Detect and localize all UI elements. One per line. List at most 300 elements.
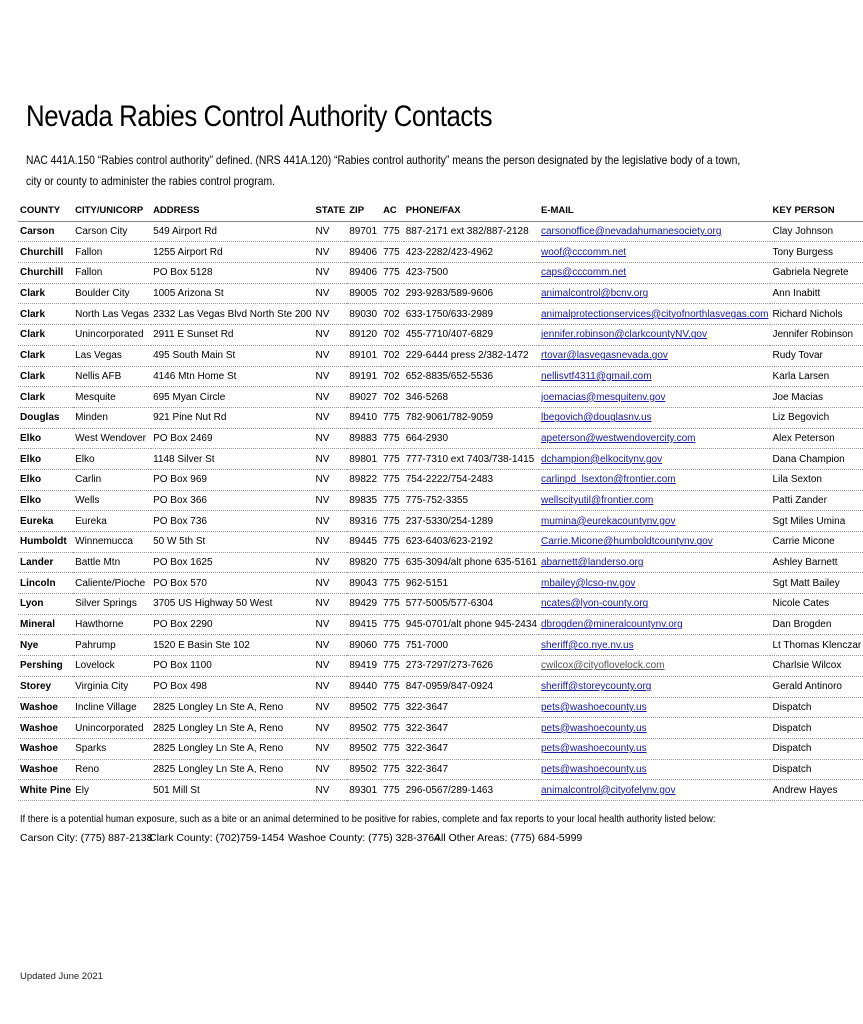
cell-address: PO Box 570	[153, 577, 207, 589]
cell-person: Alex Peterson	[772, 432, 835, 444]
cell-state: NV	[315, 329, 330, 341]
cell-city: Unincorporated	[75, 722, 144, 734]
cell-email	[539, 490, 770, 511]
cell-city: Carlin	[75, 474, 102, 486]
cell-address: 1148 Silver St	[153, 453, 215, 465]
cell-zip: 89415	[349, 619, 378, 631]
cell-zip: 89043	[349, 577, 378, 589]
cell-state: NV	[315, 350, 330, 362]
contacts-table	[18, 201, 863, 801]
table-row	[18, 407, 863, 428]
cell-person: Sgt Matt Bailey	[772, 577, 840, 589]
email-link[interactable]: animalcontrol@bcnv.org	[540, 288, 649, 300]
cell-state: NV	[315, 577, 330, 589]
cell-phone: 887-2171 ext 382/887-2128	[405, 226, 529, 238]
cell-email	[539, 635, 770, 656]
cell-ac: 775	[383, 494, 400, 506]
cell-person: Patti Zander	[772, 494, 827, 506]
washoe-county-phone: Washoe County: (775) 328-3764	[288, 832, 440, 844]
cell-zip: 89410	[349, 412, 378, 424]
cell-city: Ely	[75, 784, 90, 796]
cell-city: Sparks	[75, 743, 107, 755]
cell-email	[539, 387, 770, 408]
cell-state: NV	[315, 639, 330, 651]
cell-person: Andrew Hayes	[772, 784, 838, 796]
cell-ac: 775	[383, 246, 400, 258]
cell-state: NV	[315, 743, 330, 755]
cell-phone: 962-5151	[405, 577, 449, 589]
email-link[interactable]: sheriff@storeycounty.org	[540, 681, 652, 693]
cell-zip: 89419	[349, 660, 378, 672]
cell-city: Silver Springs	[75, 598, 137, 610]
cell-phone: 652-8835/652-5536	[405, 370, 494, 382]
cell-zip: 89445	[349, 536, 378, 548]
cell-phone: 322-3647	[405, 743, 449, 755]
table-row	[18, 532, 863, 553]
cell-email	[539, 283, 770, 304]
cell-person: Rudy Tovar	[772, 350, 823, 362]
table-row	[18, 738, 863, 759]
email-link[interactable]: carsonoffice@nevadahumanesociety.org	[540, 226, 722, 238]
cell-address: PO Box 2290	[153, 619, 213, 631]
cell-state: NV	[315, 722, 330, 734]
cell-state: NV	[315, 391, 330, 403]
cell-state: NV	[315, 681, 330, 693]
cell-person: Dispatch	[772, 701, 812, 713]
cell-zip: 89701	[349, 226, 378, 238]
cell-state: NV	[315, 784, 330, 796]
cell-phone: 423-2282/423-4962	[405, 246, 494, 258]
email-link[interactable]: pets@washoecounty.us	[540, 701, 647, 713]
cell-email	[539, 345, 770, 366]
email-link[interactable]: apeterson@westwendovercity.com	[540, 432, 696, 444]
cell-ac: 775	[383, 557, 400, 569]
cell-person: Liz Begovich	[772, 412, 830, 424]
cell-person: Dispatch	[772, 722, 812, 734]
email-link[interactable]: caps@cccomm.net	[540, 267, 627, 279]
cell-phone: 751-7000	[405, 639, 449, 651]
cell-address: 2825 Longley Ln Ste A, Reno	[153, 701, 284, 713]
cell-ac: 775	[383, 763, 400, 775]
cell-city: Nellis AFB	[75, 370, 122, 382]
table-row	[18, 345, 863, 366]
table-row	[18, 697, 863, 718]
cell-email	[539, 573, 770, 594]
cell-state: NV	[315, 246, 330, 258]
cell-person: Richard Nichols	[772, 308, 843, 320]
cell-address: PO Box 969	[153, 474, 207, 486]
email-link[interactable]: mbailey@lcso-nv.gov	[540, 577, 636, 589]
cell-city: Las Vegas	[75, 350, 122, 362]
cell-phone: 322-3647	[405, 763, 449, 775]
intro-paragraph: NAC 441A.150 “Rabies control authority” defined. (NRS 441A.120) “Rabies control authority” means the person designated by the legislative body of a town, city or county to administer the rabies control program.	[26, 153, 741, 188]
cell-phone: 237-5330/254-1289	[405, 515, 494, 527]
cell-address: PO Box 2469	[153, 432, 213, 444]
cell-address: PO Box 5128	[153, 267, 213, 279]
cell-person: Gabriela Negrete	[772, 267, 849, 279]
cell-person: Jennifer Robinson	[772, 329, 854, 341]
cell-phone: 346-5268	[405, 391, 449, 403]
cell-person: Dan Brogden	[772, 619, 832, 631]
cell-city: Fallon	[75, 267, 103, 279]
cell-person: Ann Inabitt	[772, 288, 821, 300]
cell-county: Storey	[20, 681, 52, 693]
cell-address: 695 Myan Circle	[153, 391, 226, 403]
cell-ac: 775	[383, 453, 400, 465]
cell-phone: 322-3647	[405, 701, 449, 713]
cell-ac: 775	[383, 267, 400, 279]
cell-county: Clark	[20, 329, 46, 341]
header-email: E-MAIL	[539, 201, 770, 221]
email-link[interactable]: lbegovich@douglasnv.us	[540, 412, 652, 424]
email-link[interactable]: Carrie.Micone@humboldtcountynv.gov	[540, 536, 713, 548]
cell-city: Carson City	[75, 226, 128, 238]
cell-ac: 775	[383, 619, 400, 631]
cell-county: Elko	[20, 453, 42, 465]
cell-zip: 89502	[349, 722, 378, 734]
cell-zip: 89883	[349, 432, 378, 444]
cell-address: 50 W 5th St	[153, 536, 206, 548]
cell-county: Elko	[20, 494, 42, 506]
cell-email	[539, 366, 770, 387]
cell-person: Sgt Miles Umina	[772, 515, 846, 527]
email-link[interactable]: jennifer.robinson@clarkcountyNV.gov	[540, 329, 707, 341]
cell-city: Wells	[75, 494, 100, 506]
cell-zip: 89301	[349, 784, 378, 796]
cell-zip: 89820	[349, 557, 378, 569]
cell-zip: 89440	[349, 681, 378, 693]
table-row	[18, 366, 863, 387]
table-row	[18, 387, 863, 408]
cell-address: 2825 Longley Ln Ste A, Reno	[153, 763, 284, 775]
cell-state: NV	[315, 536, 330, 548]
cell-ac: 775	[383, 784, 400, 796]
cell-zip: 89030	[349, 308, 378, 320]
exposure-note: If there is a potential human exposure, such as a bite or an animal determined to be positive for rabies, complete and fax reports to your local health authority listed below:	[20, 813, 716, 825]
cell-city: Unincorporated	[75, 329, 144, 341]
cell-county: Clark	[20, 288, 46, 300]
cell-city: Incline Village	[75, 701, 137, 713]
cell-person: Clay Johnson	[772, 226, 834, 238]
cell-city: Pahrump	[75, 639, 116, 651]
cell-city: Mesquite	[75, 391, 116, 403]
cell-email	[539, 263, 770, 284]
cell-county: Nye	[20, 639, 39, 651]
cell-county: Lander	[20, 557, 54, 569]
cell-address: 549 Airport Rd	[153, 226, 217, 238]
email-link[interactable]: nellisvtf4311@gmail.com	[540, 370, 652, 382]
cell-county: Lyon	[20, 598, 44, 610]
table-row	[18, 263, 863, 284]
cell-address: 501 Mill St	[153, 784, 200, 796]
cell-email	[539, 614, 770, 635]
header-key-person: KEY PERSON	[770, 201, 863, 221]
cell-county: White Pine	[20, 784, 72, 796]
email-link[interactable]: animalcontrol@cityofelynv.gov	[540, 784, 676, 796]
email-link[interactable]: dchampion@elkocitynv.gov	[540, 453, 663, 465]
cell-state: NV	[315, 474, 330, 486]
cell-email	[539, 656, 770, 677]
cell-email	[539, 738, 770, 759]
header-city: CITY/UNICORP	[73, 201, 151, 221]
cell-zip: 89406	[349, 246, 378, 258]
updated-date: Updated June 2021	[20, 971, 103, 982]
cell-phone: 847-0959/847-0924	[405, 681, 494, 693]
email-link[interactable]: mumina@eurekacountynv.gov	[540, 515, 676, 527]
cell-state: NV	[315, 308, 330, 320]
cell-address: PO Box 736	[153, 515, 207, 527]
cell-county: Carson	[20, 226, 55, 238]
email-link[interactable]: pets@washoecounty.us	[540, 722, 647, 734]
cell-person: Lt Thomas Klenczar	[772, 639, 862, 651]
cell-ac: 775	[383, 598, 400, 610]
table-header-row	[18, 201, 863, 221]
cell-ac: 775	[383, 515, 400, 527]
table-row	[18, 594, 863, 615]
cell-county: Mineral	[20, 619, 56, 631]
cell-city: Eureka	[75, 515, 107, 527]
cell-ac: 775	[383, 681, 400, 693]
cell-ac: 775	[383, 536, 400, 548]
cell-person: Charlsie Wilcox	[772, 660, 842, 672]
cell-email	[539, 676, 770, 697]
email-link[interactable]: woof@cccomm.net	[540, 246, 627, 258]
table-row	[18, 449, 863, 470]
cell-email	[539, 697, 770, 718]
email-link[interactable]: carlinpd_lsexton@frontier.com	[540, 474, 676, 486]
cell-zip: 89502	[349, 743, 378, 755]
cell-email	[539, 594, 770, 615]
cell-phone: 777-7310 ext 7403/738-1415	[405, 453, 535, 465]
cell-state: NV	[315, 432, 330, 444]
cell-city: Hawthorne	[75, 619, 124, 631]
cell-ac: 702	[383, 391, 400, 403]
cell-address: PO Box 366	[153, 494, 207, 506]
email-link[interactable]: pets@washoecounty.us	[540, 763, 647, 775]
cell-ac: 775	[383, 722, 400, 734]
cell-email	[539, 759, 770, 780]
cell-state: NV	[315, 226, 330, 238]
cell-state: NV	[315, 288, 330, 300]
table-row	[18, 552, 863, 573]
cell-city: Boulder City	[75, 288, 130, 300]
cell-phone: 322-3647	[405, 722, 449, 734]
header-county: COUNTY	[18, 201, 73, 221]
cell-email	[539, 780, 770, 801]
cell-address: 2911 E Sunset Rd	[153, 329, 234, 341]
header-state: STATE	[314, 201, 348, 221]
email-link[interactable]: rtovar@lasvegasnevada.gov	[540, 350, 668, 362]
cell-county: Elko	[20, 432, 42, 444]
email-link[interactable]: cwilcox@cityoflovelock.com	[540, 660, 665, 672]
email-link[interactable]: pets@washoecounty.us	[540, 743, 647, 755]
cell-address: 921 Pine Nut Rd	[153, 412, 227, 424]
cell-address: 2332 Las Vegas Blvd North Ste 200	[153, 308, 312, 320]
table-row	[18, 656, 863, 677]
cell-county: Churchill	[20, 267, 64, 279]
cell-ac: 775	[383, 701, 400, 713]
cell-zip: 89406	[349, 267, 378, 279]
clark-county-phone: Clark County: (702)759-1454	[149, 832, 285, 844]
cell-county: Humboldt	[20, 536, 67, 548]
cell-city: West Wendover	[75, 432, 146, 444]
table-row	[18, 635, 863, 656]
cell-phone: 664-2930	[405, 432, 449, 444]
cell-county: Eureka	[20, 515, 54, 527]
cell-ac: 702	[383, 308, 400, 320]
cell-address: 1005 Arizona St	[153, 288, 224, 300]
cell-phone: 296-0567/289-1463	[405, 784, 494, 796]
cell-county: Pershing	[20, 660, 63, 672]
table-row	[18, 221, 863, 242]
table-row	[18, 759, 863, 780]
cell-county: Lincoln	[20, 577, 56, 589]
cell-county: Washoe	[20, 722, 58, 734]
cell-city: Reno	[75, 763, 100, 775]
cell-person: Dispatch	[772, 763, 812, 775]
cell-email	[539, 532, 770, 553]
cell-phone: 754-2222/754-2483	[405, 474, 494, 486]
cell-state: NV	[315, 267, 330, 279]
cell-zip: 89027	[349, 391, 378, 403]
cell-state: NV	[315, 701, 330, 713]
cell-email	[539, 469, 770, 490]
cell-state: NV	[315, 412, 330, 424]
cell-email	[539, 221, 770, 242]
cell-zip: 89502	[349, 701, 378, 713]
cell-zip: 89835	[349, 494, 378, 506]
cell-county: Washoe	[20, 763, 58, 775]
cell-city: Lovelock	[75, 660, 115, 672]
email-link[interactable]: wellscityutil@frontier.com	[540, 494, 654, 506]
email-link[interactable]: dbrogden@mineralcountynv.org	[540, 619, 683, 631]
table-row	[18, 283, 863, 304]
email-link[interactable]: sheriff@co.nye.nv.us	[540, 639, 634, 651]
cell-address: 495 South Main St	[153, 350, 236, 362]
cell-county: Clark	[20, 391, 46, 403]
cell-address: PO Box 1100	[153, 660, 212, 672]
cell-state: NV	[315, 763, 330, 775]
cell-address: 4146 Mtn Home St	[153, 370, 237, 382]
table-row	[18, 242, 863, 263]
cell-county: Washoe	[20, 701, 58, 713]
carson-city-phone: Carson City: (775) 887-2138	[20, 832, 153, 844]
header-zip: ZIP	[347, 201, 381, 221]
cell-ac: 775	[383, 577, 400, 589]
cell-ac: 702	[383, 350, 400, 362]
cell-city: Battle Mtn	[75, 557, 121, 569]
cell-person: Tony Burgess	[772, 246, 834, 258]
cell-zip: 89316	[349, 515, 378, 527]
email-link[interactable]: abarnett@landerso.org	[540, 557, 644, 569]
cell-zip: 89101	[349, 350, 378, 362]
cell-person: Dispatch	[772, 743, 812, 755]
table-row	[18, 490, 863, 511]
table-row	[18, 469, 863, 490]
table-row	[18, 325, 863, 346]
cell-state: NV	[315, 494, 330, 506]
cell-email	[539, 304, 770, 325]
cell-phone: 273-7297/273-7626	[405, 660, 494, 672]
header-address: ADDRESS	[151, 201, 313, 221]
cell-person: Gerald Antinoro	[772, 681, 842, 693]
cell-ac: 775	[383, 412, 400, 424]
cell-phone: 633-1750/633-2989	[405, 308, 494, 320]
cell-person: Nicole Cates	[772, 598, 830, 610]
cell-ac: 702	[383, 288, 400, 300]
cell-address: PO Box 1625	[153, 557, 213, 569]
table-row	[18, 511, 863, 532]
email-link[interactable]: animalprotectionservices@cityofnorthlasvegas.com	[540, 308, 769, 320]
cell-city: North Las Vegas	[75, 308, 150, 320]
cell-county: Elko	[20, 474, 42, 486]
cell-person: Joe Macias	[772, 391, 824, 403]
cell-person: Karla Larsen	[772, 370, 830, 382]
cell-person: Dana Champion	[772, 453, 845, 465]
cell-zip: 89120	[349, 329, 378, 341]
cell-county: Washoe	[20, 743, 58, 755]
cell-email	[539, 718, 770, 739]
cell-phone: 782-9061/782-9059	[405, 412, 494, 424]
header-ac: AC	[381, 201, 404, 221]
cell-person: Lila Sexton	[772, 474, 822, 486]
table-row	[18, 573, 863, 594]
cell-city: Elko	[75, 453, 95, 465]
cell-state: NV	[315, 557, 330, 569]
cell-ac: 702	[383, 329, 400, 341]
cell-zip: 89005	[349, 288, 378, 300]
cell-zip: 89822	[349, 474, 378, 486]
cell-zip: 89502	[349, 763, 378, 775]
cell-email	[539, 552, 770, 573]
cell-email	[539, 325, 770, 346]
cell-address: PO Box 498	[153, 681, 207, 693]
cell-ac: 775	[383, 226, 400, 238]
cell-state: NV	[315, 598, 330, 610]
cell-county: Clark	[20, 350, 46, 362]
cell-email	[539, 511, 770, 532]
cell-ac: 775	[383, 660, 400, 672]
cell-address: 3705 US Highway 50 West	[153, 598, 273, 610]
cell-county: Clark	[20, 370, 46, 382]
cell-phone: 623-6403/623-2192	[405, 536, 494, 548]
cell-phone: 775-752-3355	[405, 494, 469, 506]
cell-phone: 229-6444 press 2/382-1472	[405, 350, 529, 362]
cell-zip: 89801	[349, 453, 378, 465]
cell-county: Douglas	[20, 412, 60, 424]
cell-ac: 775	[383, 639, 400, 651]
cell-phone: 945-0701/alt phone 945-2434	[405, 619, 537, 631]
cell-phone: 635-3094/alt phone 635-5161	[405, 557, 537, 569]
cell-zip: 89060	[349, 639, 378, 651]
cell-phone: 293-9283/589-9606	[405, 288, 494, 300]
email-link[interactable]: ncates@lyon-county.org	[540, 598, 649, 610]
cell-phone: 455-7710/407-6829	[405, 329, 494, 341]
other-areas-phone: All Other Areas: (775) 684-5999	[434, 832, 583, 844]
cell-person: Ashley Barnett	[772, 557, 838, 569]
cell-address: 1255 Airport Rd	[153, 246, 223, 258]
cell-zip: 89429	[349, 598, 378, 610]
table-row	[18, 780, 863, 801]
page-title: Nevada Rabies Control Authority Contacts	[26, 100, 493, 133]
table-row	[18, 614, 863, 635]
cell-ac: 775	[383, 474, 400, 486]
cell-address: 1520 E Basin Ste 102	[153, 639, 250, 651]
email-link[interactable]: joemacias@mesquitenv.gov	[540, 391, 666, 403]
cell-city: Virginia City	[75, 681, 129, 693]
cell-ac: 775	[383, 432, 400, 444]
cell-email	[539, 407, 770, 428]
